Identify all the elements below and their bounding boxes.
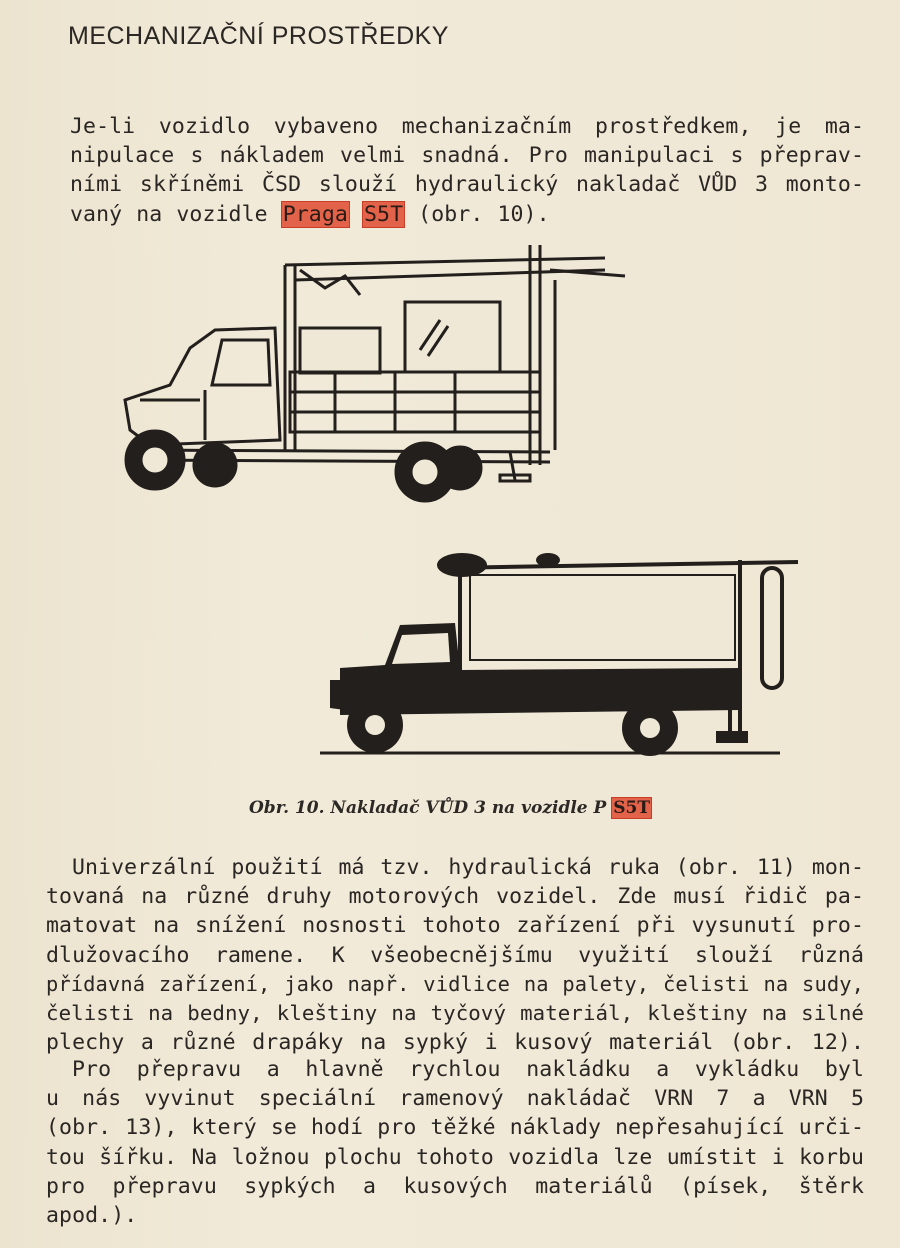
paragraph-2 [46, 853, 864, 1057]
figure-caption [0, 798, 900, 818]
paragraph-3-line: Pro přepravu a hlavně rychlou nakládku a vykládku byl [72, 1057, 864, 1082]
text-span: vaný na vozidle [70, 201, 282, 227]
caption-highlight-s5t[interactable]: S5T [613, 798, 650, 818]
paragraph-1-line: Je-li vozidlo vybaveno mechanizačním prostředkem, je ma- [70, 114, 864, 139]
paragraph-2-line: přídavná zařízení, jako např. vidlice na palety, čelisti na sudy, [46, 971, 864, 996]
paragraph-1-line: ními skříněmi ČSD slouží hydraulický nakladač VŮD 3 monto- [70, 172, 864, 198]
paragraph-2-line: tovaná na různé druhy motorových vozidel. Zde musí řidič pa- [46, 884, 864, 910]
paragraph-2-line: Univerzální použití má tzv. hydraulická ruka (obr. 11) mon- [72, 855, 864, 880]
truck-illustration-1 [110, 240, 630, 510]
paragraph-3-line: apod.). [46, 1203, 138, 1229]
paragraph-3-line: u nás vyvinut speciální ramenový nakládač VRN 7 a VRN 5 [46, 1086, 864, 1112]
highlight-s5t[interactable]: S5T [364, 201, 404, 227]
paragraph-3 [46, 1055, 864, 1230]
running-head: MECHANIZAČNÍ PROSTŘEDKY [68, 22, 449, 50]
paragraph-3-line: tou šířku. Na ložnou plochu tohoto vozidla lze umístit i korbu [46, 1144, 864, 1170]
truck-illustration-2 [310, 540, 805, 765]
highlight-praga[interactable]: Praga [282, 201, 348, 227]
paragraph-1-line: nipulace s nákladem velmi snadná. Pro manipulaci s přeprav- [70, 143, 864, 169]
paragraph-3-line: pro přepravu sypkých a kusových materiálů (písek, štěrk [46, 1173, 864, 1199]
paragraph-2-line: čelisti na bedny, kleštiny na tyčový materiál, kleštiny na silné [46, 1001, 864, 1026]
paragraph-1 [46, 112, 864, 229]
paragraph-1-line [46, 200, 864, 229]
caption-text: Obr. 10. Nakladač VŮD 3 na vozidle P [249, 798, 613, 818]
paragraph-3-line: (obr. 13), který se hodí pro těžké náklady nepřesahující urči- [46, 1115, 864, 1141]
paragraph-2-line: plechy a různé drapáky na sypký i kusový materiál (obr. 12). [46, 1030, 864, 1056]
paragraph-2-line: dlužovacího ramene. K všeobecnějšímu využití slouží různá [46, 942, 864, 968]
paragraph-2-line: matovat na snížení nosnosti tohoto zařízení při vysunutí pro- [46, 913, 864, 939]
text-span: (obr. 10). [404, 201, 550, 227]
